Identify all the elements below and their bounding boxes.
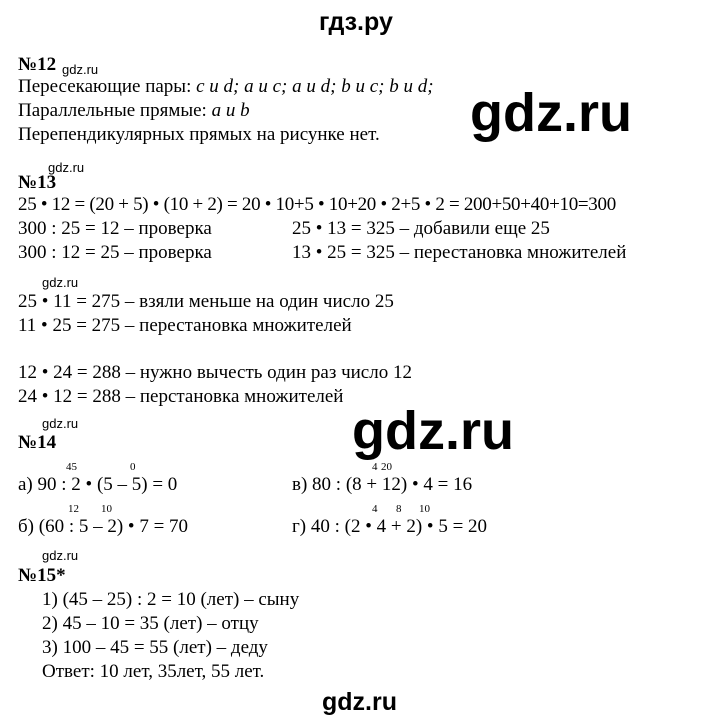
task-14a-sup-2: 0 — [130, 461, 136, 473]
intersecting-label: Пересекающие пары: — [18, 76, 197, 97]
task-15-line-3: 3) 100 – 45 = 55 (лет) – деду — [42, 637, 268, 658]
task-13-line-6: 12 • 24 = 288 – нужно вычесть один раз число 12 — [18, 362, 412, 383]
task-14g-sup-3: 10 — [419, 503, 430, 515]
parallel-lines: a и b — [211, 100, 250, 121]
task-13-line-5: 11 • 25 = 275 – перестановка множителей — [18, 315, 352, 336]
task-14v-sup-1: 4 — [372, 461, 378, 473]
task-12-line-3: Перепендикулярных прямых на рисунке нет. — [18, 124, 380, 145]
task-12-number: №12 — [18, 54, 57, 75]
intersecting-pairs: c и d; a и c; a и d; b и c; b и d; — [196, 76, 434, 97]
task-13-line-3a: 300 : 12 = 25 – проверка — [18, 242, 212, 263]
watermark-small: gdz.ru — [62, 62, 99, 77]
task-14-number: №14 — [18, 432, 57, 453]
task-14v: в) 80 : (8 + 12) • 4 = 16 — [292, 474, 473, 495]
parallel-label: Параллельные прямые: — [18, 100, 212, 121]
task-15-number: №15* — [18, 565, 66, 586]
task-14a: а) 90 : 2 • (5 – 5) = 0 — [18, 474, 178, 495]
task-13-line-3b: 13 • 25 = 325 – перестановка множителей — [292, 242, 627, 263]
task-13-line-4: 25 • 11 = 275 – взяли меньше на один число 25 — [18, 291, 394, 312]
site-header: гдз.ру — [319, 8, 393, 36]
task-14g-sup-2: 8 — [396, 503, 402, 515]
task-14g-sup-1: 4 — [372, 503, 378, 515]
watermark-big: gdz.ru — [352, 401, 514, 461]
task-15-line-1: 1) (45 – 25) : 2 = 10 (лет) – сыну — [42, 589, 300, 610]
task-14g: г) 40 : (2 • 4 + 2) • 5 = 20 — [292, 516, 488, 537]
task-14b-sup-1: 12 — [68, 503, 79, 515]
watermark-small: gdz.ru — [42, 275, 79, 290]
task-13-line-1: 25 • 12 = (20 + 5) • (10 + 2) = 20 • 10+5 • 10+20 • 2+5 • 2 = 200+50+40+10=300 — [18, 194, 616, 215]
watermark-small: gdz.ru — [42, 548, 79, 563]
task-15-answer: Ответ: 10 лет, 35лет, 55 лет. — [42, 661, 265, 682]
task-13-line-2a: 300 : 25 = 12 – проверка — [18, 218, 212, 239]
task-13-line-2b: 25 • 13 = 325 – добавили еще 25 — [292, 218, 550, 239]
task-12-line-1 — [18, 76, 434, 98]
task-15-line-2: 2) 45 – 10 = 35 (лет) – отцу — [42, 613, 259, 634]
task-14v-sup-2: 20 — [381, 461, 392, 473]
task-12-line-2 — [18, 100, 250, 122]
watermark-small: gdz.ru — [48, 160, 85, 175]
task-14b-sup-2: 10 — [101, 503, 112, 515]
task-13-line-7: 24 • 12 = 288 – перстановка множителей — [18, 386, 344, 407]
task-14b: б) (60 : 5 – 2) • 7 = 70 — [18, 516, 189, 537]
task-13-number: №13 — [18, 172, 57, 193]
watermark-small: gdz.ru — [42, 416, 79, 431]
task-14a-sup-1: 45 — [66, 461, 77, 473]
site-footer: gdz.ru — [322, 688, 397, 716]
watermark-big: gdz.ru — [470, 83, 632, 143]
